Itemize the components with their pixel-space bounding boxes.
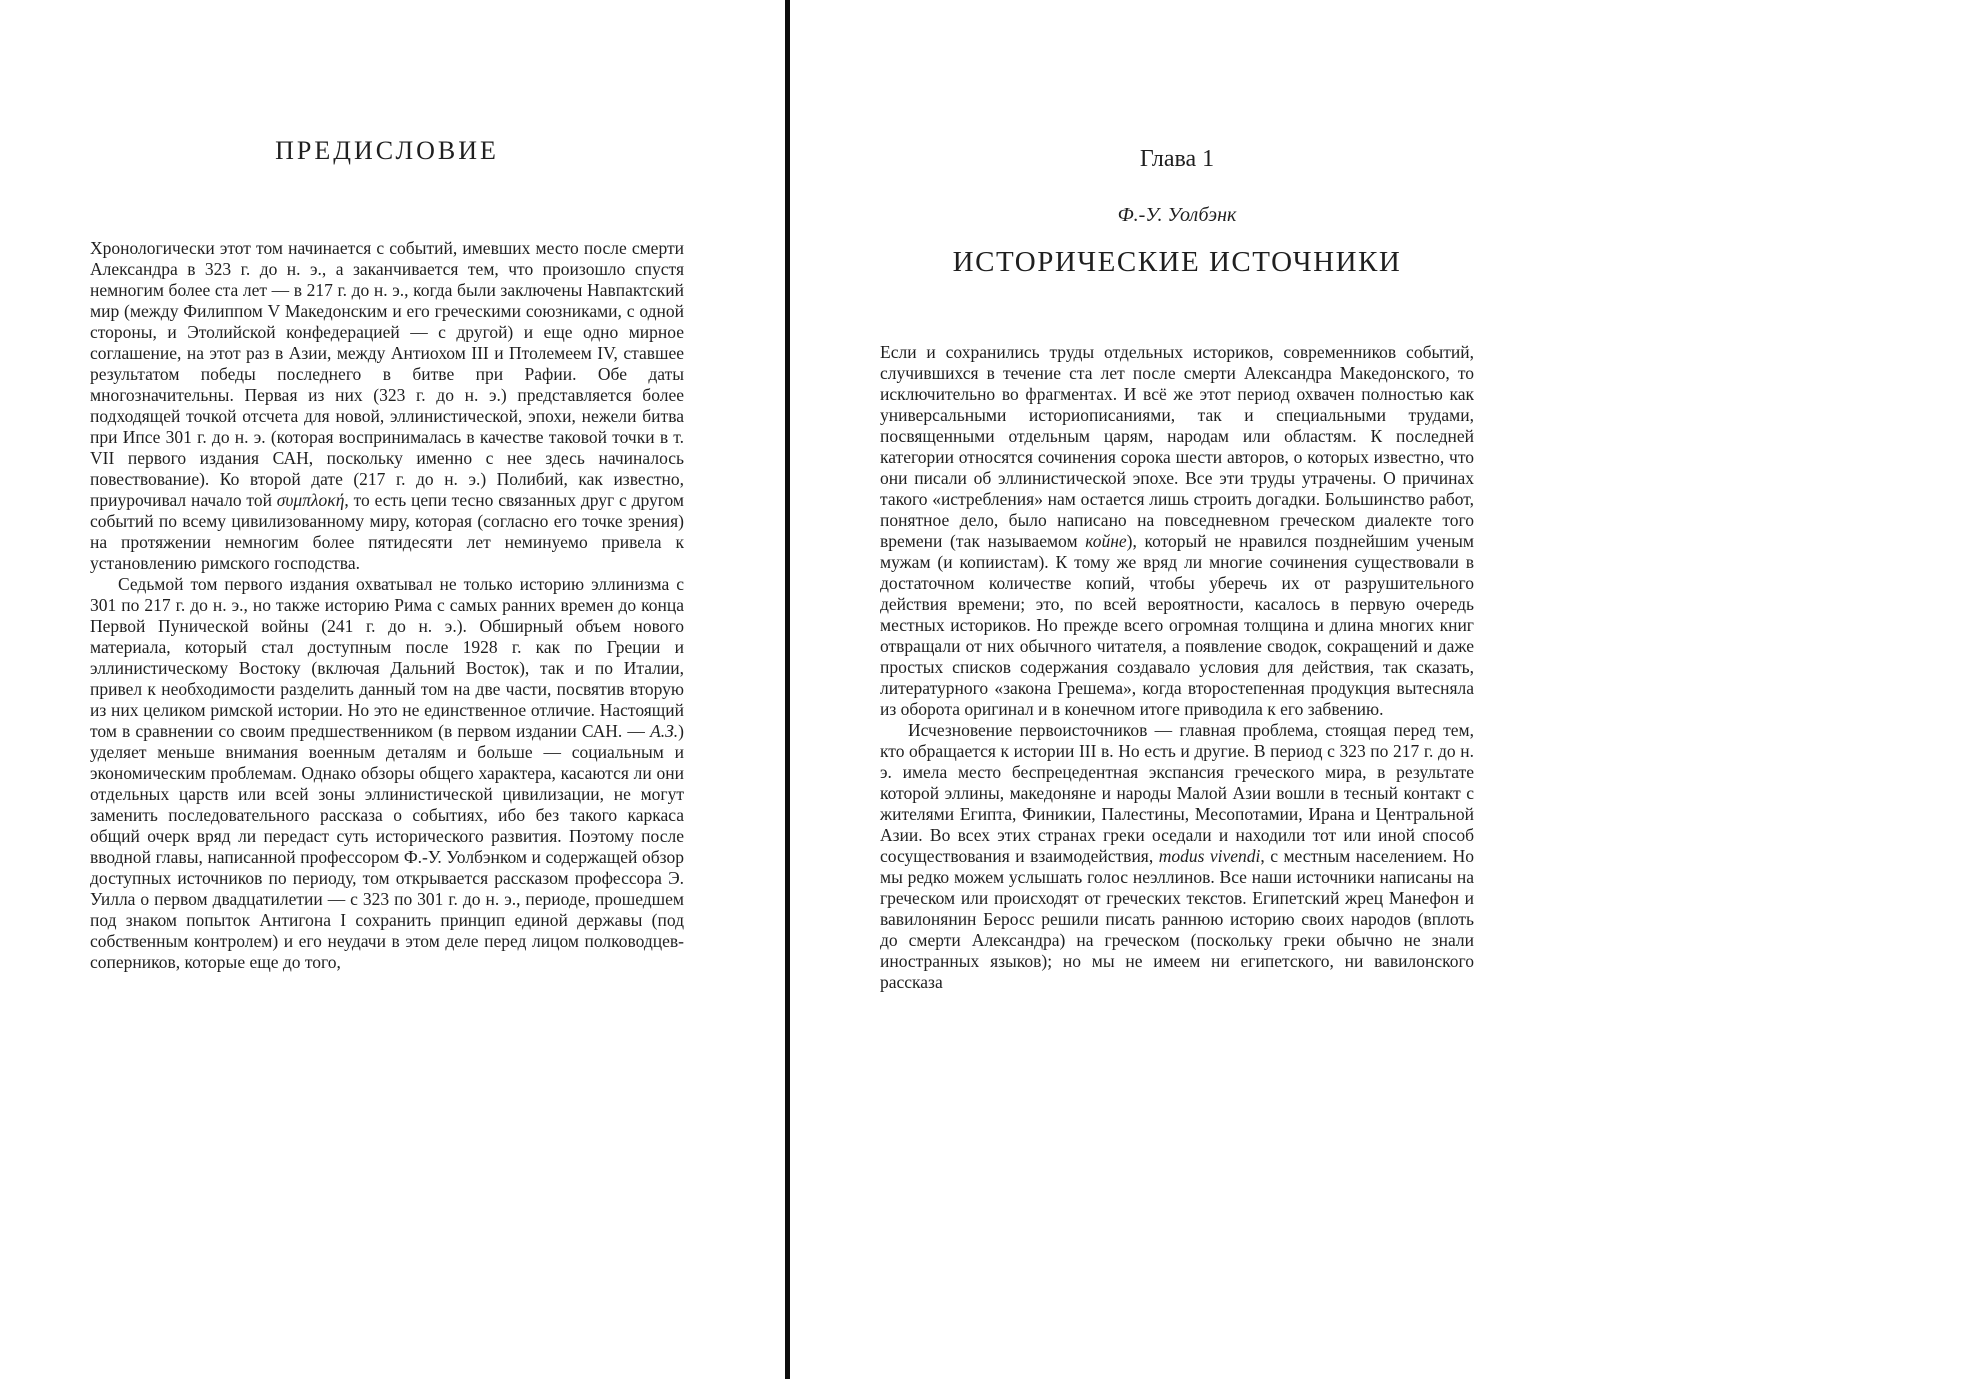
- page-gutter-rule: [785, 0, 790, 1379]
- right-page: [880, 0, 1474, 1379]
- chapter-body: [880, 342, 1474, 993]
- paragraph: Хронологически этот том начинается с событий, имевших место после смерти Александра в 323 г. до н. э., а заканчивается тем, что произошло спустя немногим более ста лет — в 217 г. до н. э., когда были заключены Навпактский мир (между Филиппом V Македонским и его греческими союзниками, с одной стороны, и Этолийской конфедерацией — с другой) и еще одно мирное соглашение, на этот раз в Азии, между Антиохом III и Птолемеем IV, ставшее результатом победы последнего в битве при Рафии. Обе даты многозначительны. Первая из них (323 г. до н. э.) представляется более подходящей точкой отсчета для новой, эллинистической, эпохи, нежели битва при Ипсе 301 г. до н. э. (которая воспринималась в качестве таковой точки в т. VII первого издания САН, поскольку именно с нее здесь начиналось повествование). Ко второй дате (217 г. до н. э.) Полибий, как известно, приурочивал начало той συμπλοκή, то есть цепи тесно связанных друг с другом событий по всему цивилизованному миру, которая (согласно его точке зрения) на протяжении немногим более пятидесяти лет неминуемо привела к установлению римского господства.: [90, 238, 684, 573]
- chapter-number: Глава 1: [1139, 146, 1215, 172]
- preface-title: ПРЕДИСЛОВИЕ: [275, 136, 499, 165]
- left-page: [90, 0, 684, 1379]
- paragraph: Если и сохранились труды отдельных историков, современников событий, случившихся в течение ста лет после смерти Александра Македонского, то исключительно во фрагментах. И всё же этот период охвачен полностью как универсальными историописаниями, так и специальными трудами, посвященными отдельным царям, народам или областям. К последней категории относятся сочинения сорока шести авторов, о которых известно, что они писали об эллинистической эпохе. Все эти труды утрачены. О причинах такого «истребления» нам остается лишь строить догадки. Большинство работ, понятное дело, было написано на повседневном греческом диалекте того времени (так называемом койне), который не нравился позднейшим ученым мужам (и копиистам). К тому же вряд ли многие сочинения существовали в достаточном количестве копий, чтобы уберечь их от разрушительного действия времени; это, по всей вероятности, касалось в первую очередь местных историков. Но прежде всего огромная толщина и длина многих книг отвращали от них обычного читателя, а появление сводок, сокращений и даже простых списков содержания создавало условия для действия, так сказать, литературного «закона Грешема», когда второстепенная продукция вытесняла из оборота оригинал и в конечном итоге приводила к его забвению.: [880, 342, 1474, 719]
- preface-body: [90, 238, 684, 973]
- chapter-author: Ф.-У. Уолбэнк: [1117, 204, 1237, 226]
- paragraph: Исчезновение первоисточников — главная проблема, стоящая перед тем, кто обращается к истории III в. Но есть и другие. В период с 323 по 217 г. до н. э. имела место беспрецедентная экспансия греческого мира, в результате которой эллины, македоняне и народы Малой Азии вошли в тесный контакт с жителями Египта, Финикии, Палестины, Месопотамии, Ирана и Центральной Азии. Во всех этих странах греки оседали и находили тот или иной способ сосуществования и взаимодействия, modus vivendi, с местным населением. Но мы редко можем услышать голос неэллинов. Все наши источники написаны на греческом или происходят от греческих текстов. Египетский жрец Манефон и вавилонянин Беросс решили писать раннюю историю своих народов (вплоть до смерти Александра) на греческом (поскольку греки обычно не знали иностранных языков); но мы не имеем ни египетского, ни вавилонского рассказа: [880, 720, 1474, 992]
- paragraph: Седьмой том первого издания охватывал не только историю эллинизма с 301 по 217 г. до н. э., но также историю Рима с самых ранних времен до конца Первой Пунической войны (241 г. до н. э.). Обширный объем нового материала, который стал доступным после 1928 г. как по Греции и эллинистическому Востоку (включая Дальний Восток), так и по Италии, привел к необходимости разделить данный том на две части, посвятив вторую из них целиком римской истории. Но это не единственное отличие. Настоящий том в сравнении со своим предшественником (в первом издании САН. — А.З.) уделяет меньше внимания военным деталям и больше — социальным и экономическим проблемам. Однако обзоры общего характера, касаются ли они отдельных царств или всей зоны эллинистической цивилизации, не могут заменить последовательного рассказа о событиях, ибо без такого каркаса общий очерк вряд ли передаст суть исторического развития. Поэтому после вводной главы, написанной профессором Ф.-У. Уолбэнком и содержащей обзор доступных источников по периоду, том открывается рассказом профессора Э. Уилла о первом двадцатилетии — с 323 по 301 г. до н. э., периоде, прошедшем под знаком попыток Антигона I сохранить принцип единой державы (под собственным контролем) и его неудачи в этом деле перед лицом полководцев-соперников, которые еще до того,: [90, 574, 684, 972]
- chapter-title: ИСТОРИЧЕСКИЕ ИСТОЧНИКИ: [952, 246, 1402, 278]
